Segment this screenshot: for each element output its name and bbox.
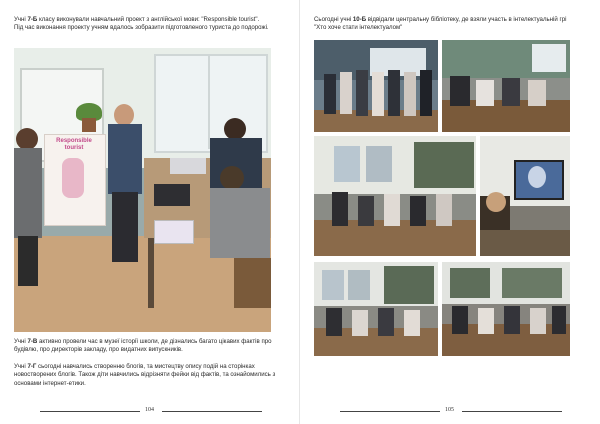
footer-rule-left-b: [162, 411, 262, 412]
library-photo-hall: [314, 136, 476, 256]
left-para-museum: Учні 7-В активно провели час в музеї історії школи, де дізнались багато цікавих фактів про будівлю, про директорів закладу, про видатних випускників.: [14, 338, 272, 354]
classroom-project-photo: [14, 48, 271, 332]
library-photo-screen: [480, 136, 570, 256]
poster-title: Responsible tourist: [56, 138, 92, 151]
right-intro-text: Сьогодні учні 10-Б відвідали центральну бібліотеку, де взяли участь в інтелектуальній грі "Хто хоче стати інтелектуалом": [314, 16, 567, 32]
footer-rule-left-a: [40, 411, 140, 412]
page-number-left: 104: [145, 407, 154, 413]
right-page: [300, 0, 600, 424]
footer-rule-right-b: [462, 411, 562, 412]
footer-rule-right-a: [340, 411, 440, 412]
library-photo-tables: [442, 40, 570, 132]
page-number-right: 105: [445, 407, 454, 413]
library-photo-students-left: [314, 262, 438, 356]
left-intro-text: Учні 7-Б класу виконували навчальний проект з англійської мови: "Responsible tourist". Під час виконання проекту учням вдалось зобразити підготовленого туриста до подорожі.: [14, 16, 269, 32]
library-photo-students-right: [442, 262, 570, 356]
library-photo-group: [314, 40, 438, 132]
left-para-blogs: Учні 7-Г сьогодні навчались створенню блогів, та мистецтву опису подій на сторінках новостворених блогів. Також діти навчились відрізняти фейки від фактів, та ознайомились з основами інтернет-етики.: [14, 363, 276, 387]
